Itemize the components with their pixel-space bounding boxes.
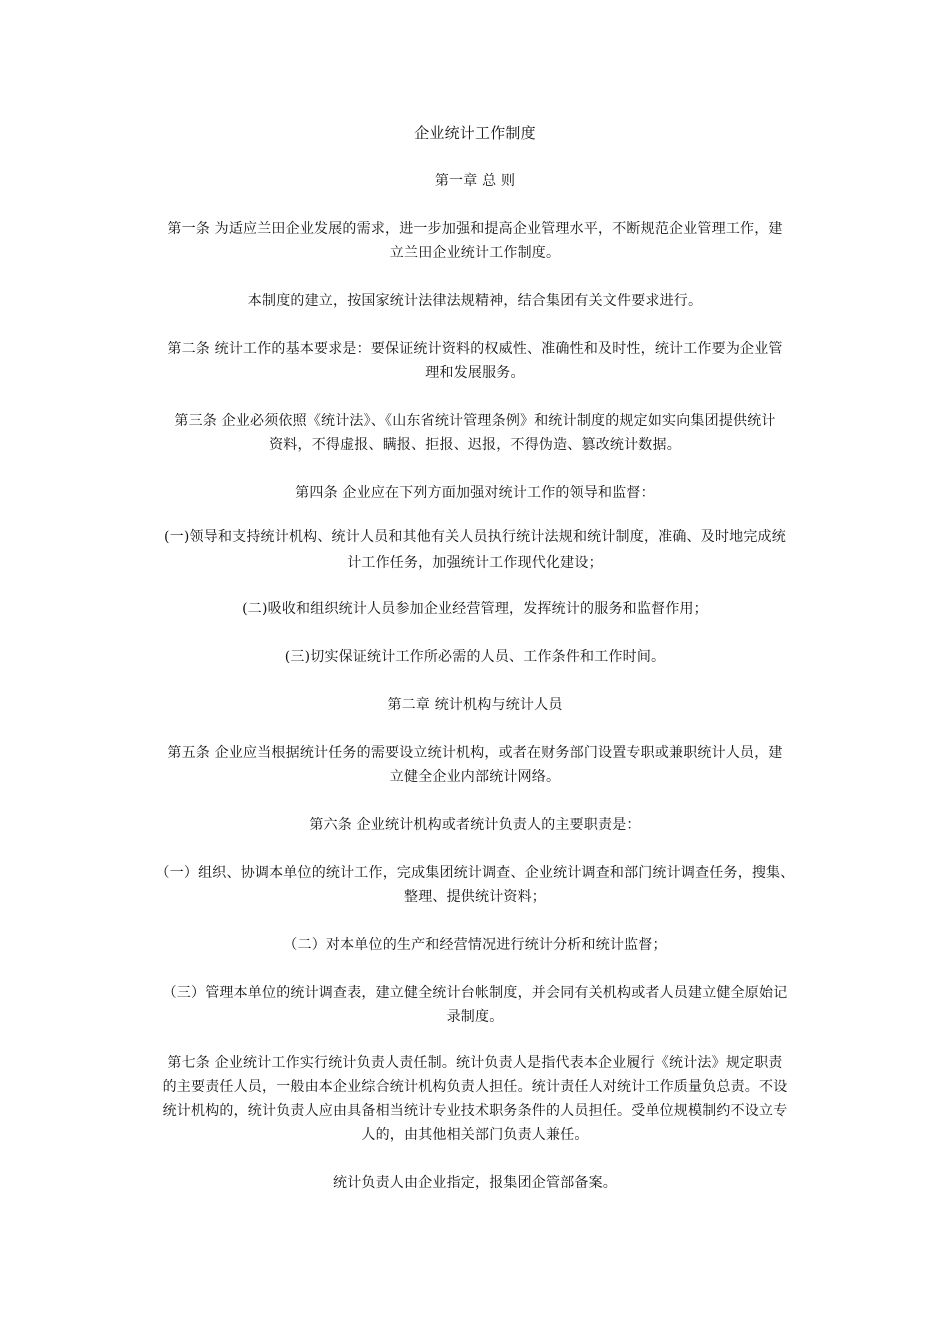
article-6: 第六条 企业统计机构或者统计负责人的主要职责是： — [309, 817, 641, 833]
article-6-item-2: （二）对本单位的生产和经营情况进行统计分析和统计监督； — [283, 937, 667, 953]
article-3-line-1: 第三条 企业必须依照《统计法》、《山东省统计管理条例》和统计制度的规定如实向集团提供统计 — [174, 413, 776, 429]
article-5-line-1: 第五条 企业应当根据统计任务的需要设立统计机构，或者在财务部门设置专职或兼职统计人员，建 — [167, 745, 783, 761]
article-4-item-1-line-2: 计工作任务，加强统计工作现代化建设； — [347, 555, 603, 571]
article-7-line-2: 的主要责任人员，一般由本企业综合统计机构负责人担任。统计责任人对统计工作质量负总责。不设 — [162, 1079, 788, 1095]
article-4-item-3: (三)切实保证统计工作所必需的人员、工作条件和工作时间。 — [284, 649, 666, 665]
article-6-item-3-line-1: （三）管理本单位的统计调查表，建立健全统计台帐制度，并会同有关机构或者人员建立健全原始记 — [162, 985, 788, 1001]
article-7-line-3: 统计机构的，统计负责人应由具备相当统计专业技术职务条件的人员担任。受单位规模制约不设立专 — [162, 1103, 788, 1119]
article-4-item-2: (二)吸收和组织统计人员参加企业经营管理，发挥统计的服务和监督作用； — [242, 601, 708, 617]
article-6-item-1-line-2: 整理、提供统计资料； — [404, 889, 546, 905]
article-4-item-1-line-1: (一)领导和支持统计机构、统计人员和其他有关人员执行统计法规和统计制度，准确、及时地完成统 — [164, 529, 786, 545]
article-4: 第四条 企业应在下列方面加强对统计工作的领导和监督： — [295, 485, 655, 501]
article-1-line-1: 第一条 为适应兰田企业发展的需求，进一步加强和提高企业管理水平，不断规范企业管理工作，建 — [167, 221, 783, 237]
article-6-item-1-line-1: （一）组织、协调本单位的统计工作，完成集团统计调查、企业统计调查和部门统计调查任务，搜集、 — [155, 865, 795, 881]
article-1-line-2: 立兰田企业统计工作制度。 — [389, 245, 561, 261]
article-5-line-2: 立健全企业内部统计网络。 — [389, 769, 561, 785]
article-3-line-2: 资料，不得虚报、瞒报、拒报、迟报，不得伪造、篡改统计数据。 — [269, 437, 681, 453]
chapter-1-heading: 第一章 总 则 — [434, 173, 516, 189]
article-2-line-2: 理和发展服务。 — [425, 365, 525, 381]
chapter-2-heading: 第二章 统计机构与统计人员 — [387, 697, 563, 713]
article-7-line-4: 人的，由其他相关部门负责人兼任。 — [361, 1127, 589, 1143]
article-7-line-1: 第七条 企业统计工作实行统计负责人责任制。统计负责人是指代表本企业履行《统计法》规定职责 — [167, 1055, 783, 1071]
article-2-line-1: 第二条 统计工作的基本要求是：要保证统计资料的权威性、准确性和及时性，统计工作要为企业管 — [167, 341, 783, 357]
article-1-paragraph-2: 本制度的建立，按国家统计法律法规精神，结合集团有关文件要求进行。 — [247, 293, 703, 309]
document-title: 企业统计工作制度 — [414, 124, 536, 142]
article-7-paragraph-2: 统计负责人由企业指定，报集团企管部备案。 — [333, 1175, 617, 1191]
article-6-item-3-line-2: 录制度。 — [446, 1009, 504, 1025]
